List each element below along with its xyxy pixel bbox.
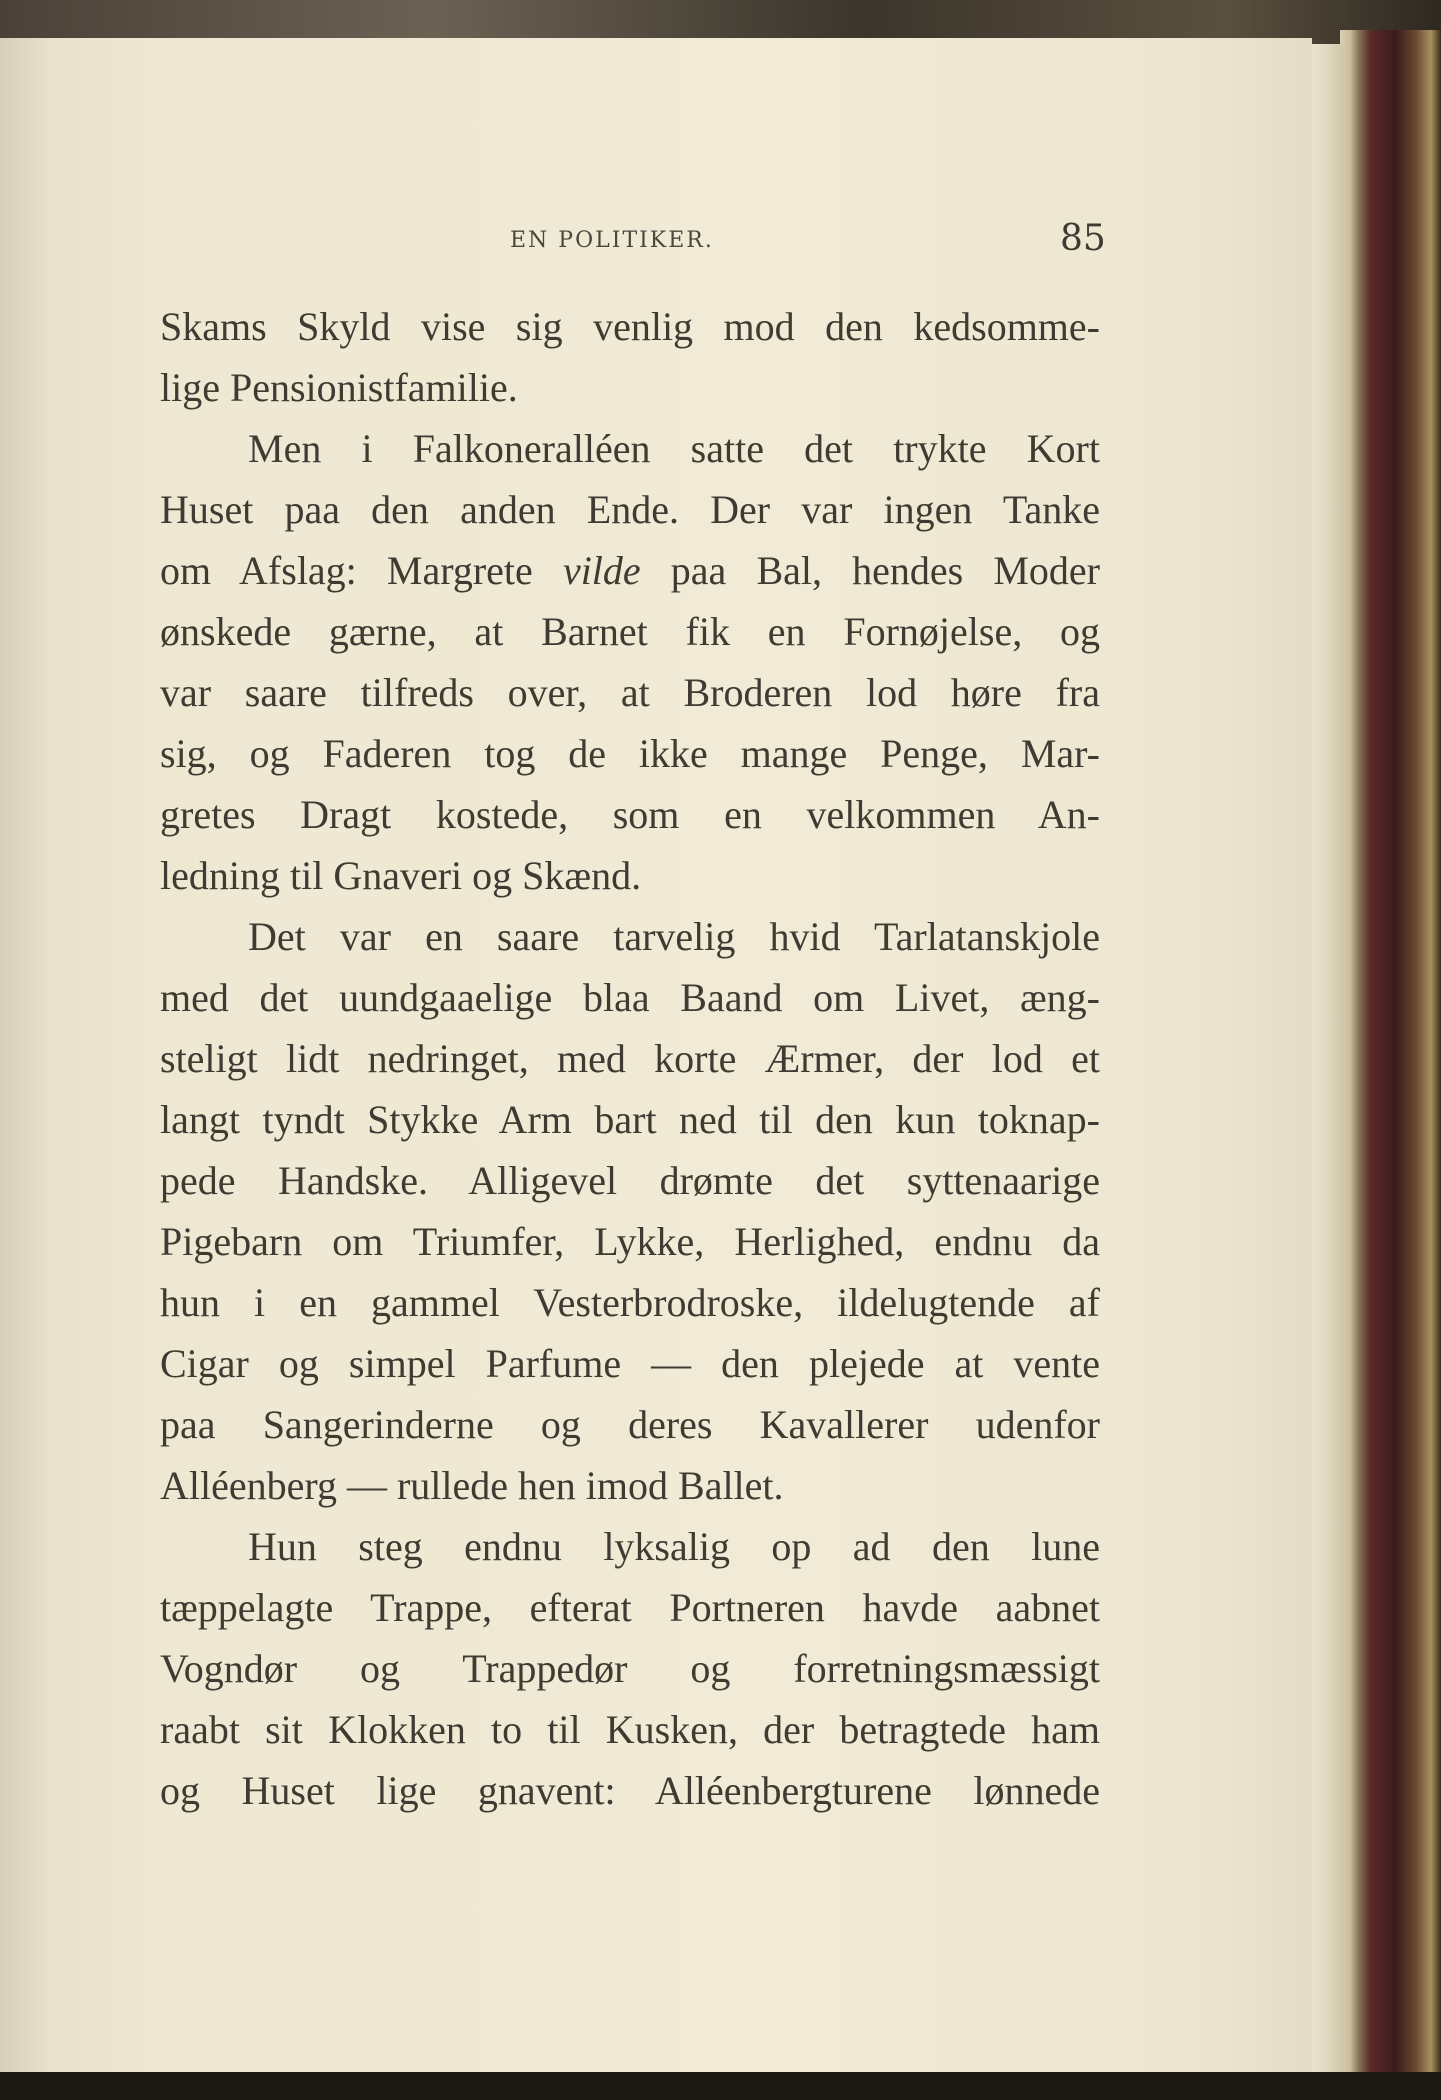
text-line: var saare tilfreds over, at Broderen lod høre fra <box>160 670 1100 715</box>
text-line: lige Pensionistfamilie. <box>160 365 518 410</box>
text-line-with-emphasis <box>160 540 1100 601</box>
text-run: om Afslag: Margrete <box>160 548 563 593</box>
text-line: langt tyndt Stykke Arm bart ned til den kun toknap- <box>160 1097 1100 1142</box>
text-line: sig, og Faderen tog de ikke mange Penge, Mar- <box>160 731 1100 776</box>
text-line: tæppelagte Trappe, efterat Portneren havde aabnet <box>160 1585 1100 1630</box>
text-line: Alléenberg — rullede hen imod Ballet. <box>160 1463 784 1508</box>
page-stack-edge <box>1310 44 1344 2074</box>
text-line: Cigar og simpel Parfume — den plejede at vente <box>160 1341 1100 1386</box>
text-line: ønskede gærne, at Barnet fik en Fornøjelse, og <box>160 609 1100 654</box>
text-line: Hun steg endnu lyksalig op ad den lune <box>248 1524 1100 1569</box>
text-line: og Huset lige gnavent: Alléenbergturene lønnede <box>160 1768 1100 1813</box>
text-line: Det var en saare tarvelig hvid Tarlatanskjole <box>248 914 1100 959</box>
text-line: paa Sangerinderne og deres Kavallerer udenfor <box>160 1402 1100 1447</box>
text-line: Skams Skyld vise sig venlig mod den kedsomme- <box>160 304 1100 349</box>
body-text <box>160 296 1100 1821</box>
text-line: raabt sit Klokken to til Kusken, der betragtede ham <box>160 1707 1100 1752</box>
scan-bottom-edge <box>0 2072 1441 2100</box>
text-line: Vogndør og Trappedør og forretningsmæssigt <box>160 1646 1100 1691</box>
text-line: pede Handske. Alligevel drømte det syttenaarige <box>160 1158 1100 1203</box>
text-line: Pigebarn om Triumfer, Lykke, Herlighed, endnu da <box>160 1219 1100 1264</box>
text-run: paa Bal, hendes Moder <box>640 548 1100 593</box>
emphasized-word: vilde <box>562 548 641 593</box>
book-binding <box>1340 30 1441 2080</box>
text-line: Huset paa den anden Ende. Der var ingen Tanke <box>160 487 1100 532</box>
text-line: Men i Falkoneralléen satte det trykte Kort <box>248 426 1100 471</box>
text-line: steligt lidt nedringet, med korte Ærmer, der lod et <box>160 1036 1100 1081</box>
running-head <box>140 216 1140 266</box>
page-number: 85 <box>1060 218 1106 259</box>
text-line: med det uundgaaelige blaa Baand om Livet, æng- <box>160 975 1100 1020</box>
running-title: EN POLITIKER. <box>510 228 714 253</box>
text-line: hun i en gammel Vesterbrodroske, ildelugtende af <box>160 1280 1100 1325</box>
text-line: gretes Dragt kostede, som en velkommen An- <box>160 792 1100 837</box>
text-line: ledning til Gnaveri og Skænd. <box>160 853 642 898</box>
